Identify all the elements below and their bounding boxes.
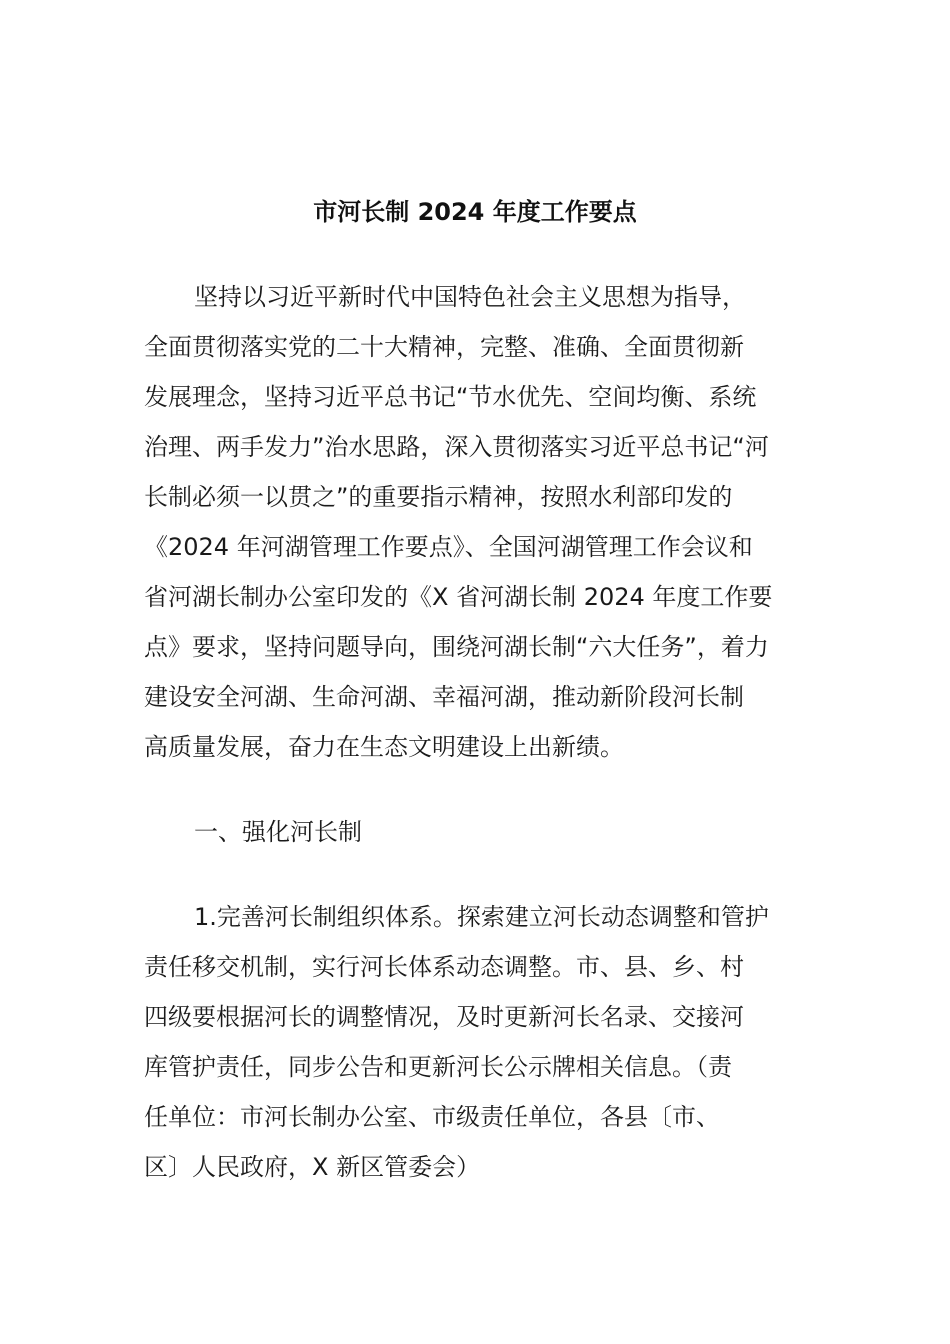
paragraph-line: 《2024 年河湖管理工作要点》、全国河湖管理工作会议和 [144,533,753,561]
paragraph-line: 区〕人民政府，X 新区管委会） [144,1153,481,1181]
paragraph-line: 治理、两手发力”治水思路，深入贯彻落实习近平总书记“河 [144,433,769,461]
document-title: 市河长制 2024 年度工作要点 [313,198,637,226]
paragraph-line: 高质量发展，奋力在生态文明建设上出新绩。 [144,733,624,761]
paragraph-line: 点》要求，坚持问题导向，围绕河湖长制“六大任务”，着力 [144,633,769,661]
paragraph-line: 省河湖长制办公室印发的《X 省河湖长制 2024 年度工作要 [144,583,773,611]
paragraph-line: 1.完善河长制组织体系。探索建立河长动态调整和管护 [194,903,769,931]
section-heading-text: 一、强化河长制 [194,818,362,846]
paragraph-line: 坚持以习近平新时代中国特色社会主义思想为指导， [194,283,746,311]
paragraph-line: 库管护责任，同步公告和更新河长公示牌相关信息。（责 [144,1053,732,1081]
paragraph-line: 建设安全河湖、生命河湖、幸福河湖，推动新阶段河长制 [144,683,744,711]
paragraph-line: 发展理念，坚持习近平总书记“节水优先、空间均衡、系统 [144,383,757,411]
paragraph-line: 四级要根据河长的调整情况，及时更新河长名录、交接河 [144,1003,744,1031]
intro-paragraph [144,281,808,781]
paragraph-line: 责任移交机制，实行河长体系动态调整。市、县、乡、村 [144,953,744,981]
section-heading [144,816,808,866]
paragraph-line: 长制必须一以贯之”的重要指示精神，按照水利部印发的 [144,483,733,511]
paragraph-line: 全面贯彻落实党的二十大精神，完整、准确、全面贯彻新 [144,333,744,361]
paragraph-line: 任单位：市河长制办公室、市级责任单位，各县〔市、 [144,1103,720,1131]
item-paragraph [144,901,808,1201]
